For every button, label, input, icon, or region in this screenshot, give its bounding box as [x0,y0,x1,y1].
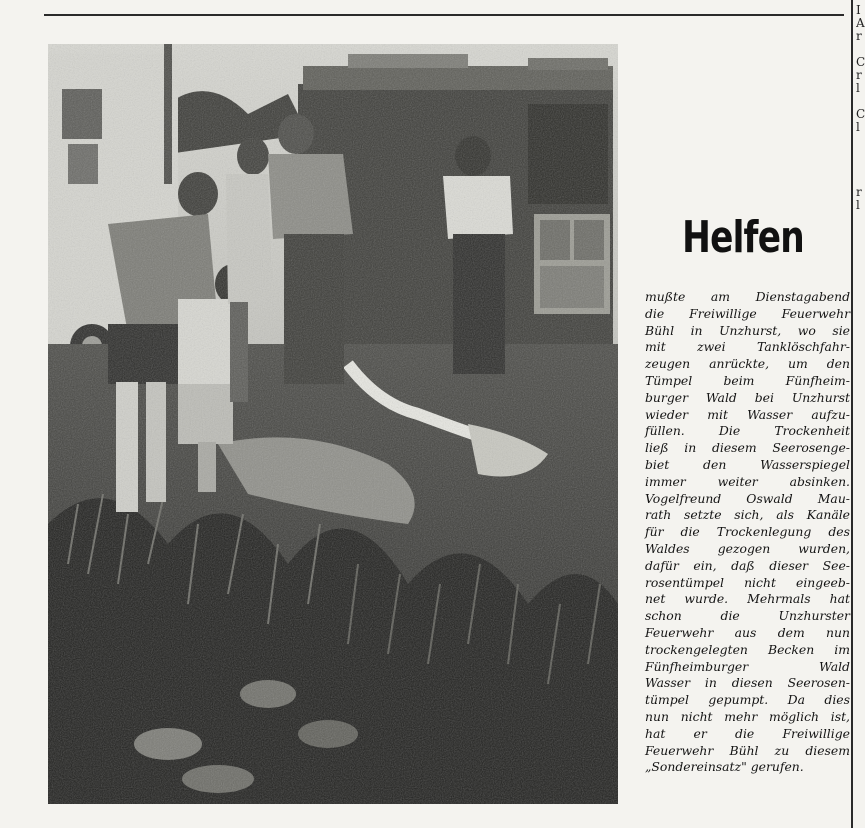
article-line: hat er die Freiwillige [645,725,850,741]
article-line: „Sondereinsatz" gerufen. [645,759,804,775]
article-line: mußte am Dienstagabend [645,289,850,304]
news-photo [48,44,618,804]
article-line: die Freiwillige Feuerwehr [645,305,850,321]
column-rule [851,0,853,828]
article-line: Bühl in Unzhurst, wo sie [645,322,850,338]
article-line: dafür ein, daß dieser See- [645,557,850,573]
article-line: mit zwei Tanklöschfahr- [645,339,850,355]
article-line: rosentümpel nicht eingeeb- [645,574,850,590]
article-line: Waldes gezogen wurden, [645,540,850,556]
article-line: ließ in diesem Seerosenge- [645,440,850,456]
article-line: Wasser in diesen Seerosen- [645,675,850,691]
article-line: wieder mit Wasser aufzu- [645,406,850,422]
article-line: Tümpel beim Fünfheim- [645,372,850,388]
article-line: tümpel gepumpt. Da dies [645,692,850,708]
article-line: zeugen anrückte, um den [645,356,850,372]
top-rule [44,14,844,16]
article-line: nun nicht mehr möglich ist, [645,708,850,724]
article-line: schon die Unzhurster [645,608,850,624]
article-line: immer weiter absinken. [645,473,850,489]
article-line: rath setzte sich, als Kanäle [645,507,850,523]
headline: Helfen [682,212,804,263]
article-line: biet den Wasserspiegel [645,456,850,472]
article-line: für die Trockenlegung des [645,524,850,540]
article-body [645,289,850,776]
adjacent-column-fragment: I A r C r l C l r l [856,4,865,212]
article-line: füllen. Die Trockenheit [645,423,850,439]
article-line: Vogelfreund Oswald Mau- [645,490,850,506]
article-line: Feuerwehr aus dem nun [645,624,850,640]
article-line: Feuerwehr Bühl zu diesem [645,742,850,758]
article-line: trockengelegten Becken im [645,641,850,657]
article-line: burger Wald bei Unzhurst [645,389,850,405]
article-line: net wurde. Mehrmals hat [645,591,850,607]
article-line: Fünfheimburger Wald [645,658,850,674]
